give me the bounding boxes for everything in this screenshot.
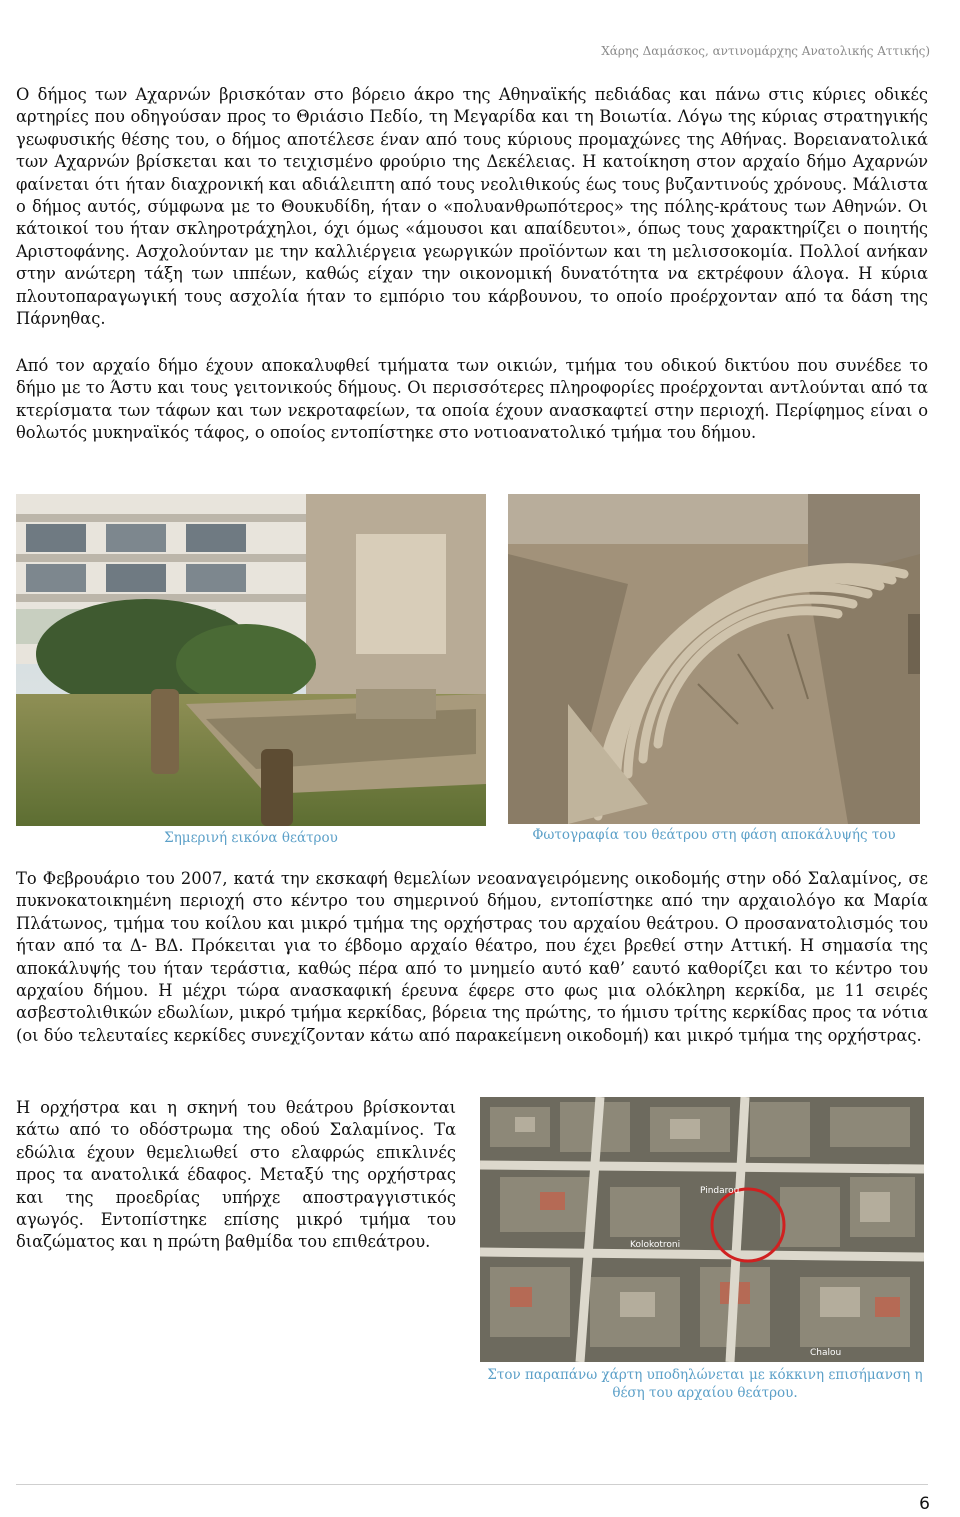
photo-theatre-today-image [16, 494, 486, 826]
paragraph-orchestra: Η ορχήστρα και η σκηνή του θεάτρου βρίσκονται κάτω από το οδόστρωμα της οδού Σαλαμίνος. Τα εδώλια έχουν θεμελιωθεί στο ελαφρώς επικλινές προς τα ανατολικά έδαφος. Μεταξύ της ορχήστρας και της προεδρίας υπήρχε αποστραγγιστικός αγωγός. Εντοπίστηκε επίσης μικρό τμήμα του διαζώματος και η πρώτη βαθμίδα του επιθεάτρου. [16, 1098, 456, 1252]
caption-photo-discovery: Φωτογραφία του θεάτρου στη φάση αποκάλυψής του [532, 827, 896, 843]
footer-rule [16, 1484, 928, 1485]
paragraph-theatre-discovery: Το Φεβρουάριο του 2007, κατά την εκσκαφή θεμελίων νεοαναγειρόμενης οικοδομής στην οδό Σαλαμίνος, σε πυκνοκατοικημένη περιοχή στο κέντρο του σημερινού δήμου, εντοπίστηκε από την αρχαιολόγο κα Μαρία Πλάτωνος, τμήμα του κοίλου και μικρό τμήμα της ορχήστρας του αρχαίου θεάτρου. Ο προσανατολισμός του ήταν από τα Δ- ΒΔ. Πρόκειται για το έβδομο αρχαίο θέατρο, που έχει βρεθεί στην Αττική. Η σημασία της αποκάλυψής του ήταν τεράστια, καθώς πέρα από το μνημείο αυτό καθ’ εαυτό καθορίζει και το κέντρο του αρχαίου δήμου. Η μέχρι τώρα ανασκαφική έρευνα έφερε στο φως μια ολόκληρη κερκίδα, με 11 σειρές ασβεστολιθικών εδωλίων, μικρό τμήμα κερκίδας, βόρεια της πρώτης, το ήμισυ τρίτης κερκίδας προς τα νότια (οι δύο τελευταίες κερκίδες συνεχίζονταν κάτω από παρακείμενη οικοδομή) και μικρό τμήμα της ορχήστρας. [16, 869, 928, 1045]
paragraph-archaeological-finds: Από τον αρχαίο δήμο έχουν αποκαλυφθεί τμήματα των οικιών, τμήμα του οδικού δικτύου που συνέδεε το δήμο με το Άστυ και τους γειτονικούς δήμους. Οι περισσότερες πληροφορίες προέρχονται αντλούνται από τα κτερίσματα των τάφων και των νεκροταφείων, τα οποία έχουν ανασκαφτεί στην περιοχή. Περίφημος είναι ο θολωτός μυκηναϊκός τάφος, ο οποίος εντοπίστηκε στο νοτιοανατολικό τμήμα του δήμου. [16, 356, 928, 443]
caption-map: Στον παραπάνω χάρτη υποδηλώνεται με κόκκινη επισήμανση η θέση του αρχαίου θεάτρου. [487, 1367, 923, 1401]
aerial-map-image [480, 1097, 924, 1362]
aerial-map [480, 1097, 924, 1362]
photo-theatre-today [16, 494, 486, 826]
page-number: 6 [919, 1494, 930, 1514]
photo-theatre-excavation [508, 494, 920, 824]
running-header: Χάρης Δαμάσκος, αντινομάρχης Ανατολικής Αττικής) [601, 44, 930, 58]
caption-photo-today: Σημερινή εικόνα θεάτρου [164, 830, 338, 846]
photo-theatre-excavation-image [508, 494, 920, 824]
map-label-chalou: Chalou [810, 1348, 842, 1358]
map-label-kolokotroni: Kolokotroni [630, 1240, 681, 1250]
map-label-pindarou: Pindarou [700, 1186, 740, 1196]
paragraph-acharnes-history: Ο δήμος των Αχαρνών βρισκόταν στο βόρειο άκρο της Αθηναϊκής πεδιάδας και πάνω στις κύριες οδικές αρτηρίες που οδηγούσαν προς το Θριάσιο Πεδίο, τη Μεγαρίδα και τη Βοιωτία. Λόγω της κύριας στρατηγικής γεωφυσικής θέσης του, ο δήμος αποτέλεσε έναν από τους κύριους προμαχώνες της Αθήνας. Βορειανατολικά των Αχαρνών βρίσκεται και το τειχισμένο φρούριο της Δεκέλειας. Η κατοίκηση στον αρχαίο δήμο Αχαρνών φαίνεται ότι ήταν διαχρονική και αδιάλειπτη από τους νεολιθικούς έως τους βυζαντινούς χρόνους. Μάλιστα ο δήμος αυτός, σύμφωνα με το Θουκυδίδη, ήταν ο «πολυανθρωπότερος» της πόλης-κράτους των Αθηνών. Οι κάτοικοί του ήταν σκληροτράχηλοι, όχι όμως «άμουσοι και απαίδευτοι», όπως τους χαρακτηρίζει ο ποιητής Αριστοφάνης. Ασχολούνταν με την καλλιέργεια γεωργικών προϊόντων και τη μελισσοκομία. Πολλοί ανήκαν στην ανώτερη τάξη των ιππέων, καθώς είχαν την οικονομική δυνατότητα να εκτρέφουν άλογα. Η κύρια πλουτοπαραγωγική τους ασχολία ήταν το εμπόριο του κάρβουνου, το οποίο προέρχονταν από τα δάση της Πάρνηθας. [16, 85, 928, 329]
